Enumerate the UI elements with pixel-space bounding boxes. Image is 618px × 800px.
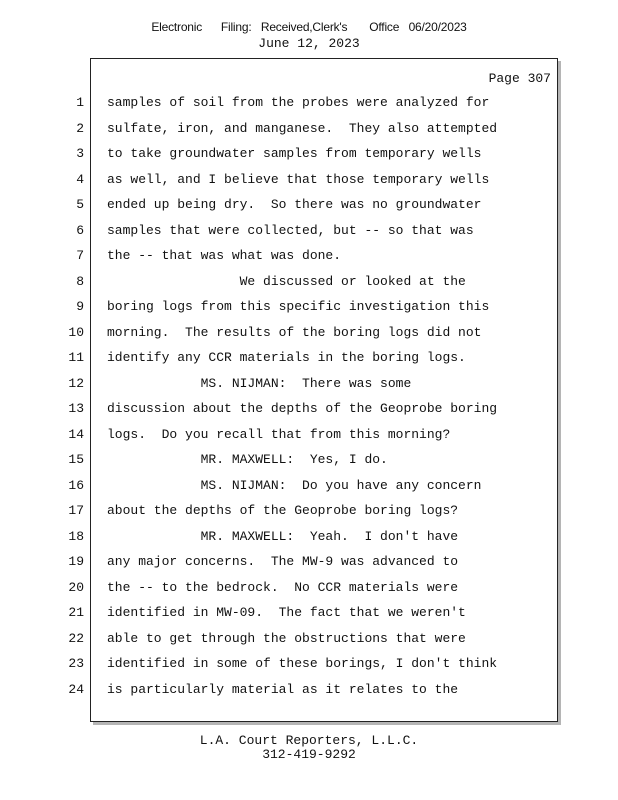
line-number: 14 bbox=[68, 427, 84, 442]
line-number: 24 bbox=[68, 682, 84, 697]
line-text: ended up being dry. So there was no groundwater bbox=[107, 197, 482, 212]
line-text: the -- to the bedrock. No CCR materials were bbox=[107, 580, 459, 595]
line-text: to take groundwater samples from temporary wells bbox=[107, 146, 482, 161]
line-text: about the depths of the Geoprobe boring logs? bbox=[107, 503, 459, 518]
line-number: 3 bbox=[76, 146, 84, 161]
line-text: identify any CCR materials in the boring logs. bbox=[107, 350, 466, 365]
line-text: samples that were collected, but -- so that was bbox=[107, 223, 474, 238]
line-number: 5 bbox=[76, 197, 84, 212]
line-text: any major concerns. The MW-9 was advanced to bbox=[107, 554, 459, 569]
page-number: Page 307 bbox=[488, 71, 551, 86]
line-number: 9 bbox=[76, 299, 84, 314]
line-number: 23 bbox=[68, 656, 84, 671]
line-number: 21 bbox=[68, 605, 84, 620]
line-text: identified in MW-09. The fact that we weren't bbox=[107, 605, 466, 620]
line-number: 22 bbox=[68, 631, 84, 646]
line-text: samples of soil from the probes were analyzed for bbox=[107, 95, 490, 110]
line-number: 13 bbox=[68, 401, 84, 416]
line-text: able to get through the obstructions that were bbox=[107, 631, 466, 646]
line-number: 20 bbox=[68, 580, 84, 595]
line-number: 18 bbox=[68, 529, 84, 544]
line-text: discussion about the depths of the Geoprobe boring bbox=[107, 401, 498, 416]
line-text: the -- that was what was done. bbox=[107, 248, 342, 263]
line-text: MR. MAXWELL: Yeah. I don't have bbox=[107, 529, 459, 544]
line-text: We discussed or looked at the bbox=[107, 274, 466, 289]
line-number: 11 bbox=[68, 350, 84, 365]
footer-company: L.A. Court Reporters, L.L.C. bbox=[199, 733, 419, 748]
line-number: 16 bbox=[68, 478, 84, 493]
line-number: 1 bbox=[76, 95, 84, 110]
line-number: 15 bbox=[68, 452, 84, 467]
filing-stamp: Electronic Filing: Received,Clerk's Office 06/20/2023 bbox=[151, 20, 467, 34]
line-text: morning. The results of the boring logs did not bbox=[107, 325, 482, 340]
line-text: is particularly material as it relates to the bbox=[107, 682, 459, 697]
line-number: 19 bbox=[68, 554, 84, 569]
line-text: MR. MAXWELL: Yes, I do. bbox=[107, 452, 388, 467]
line-text: as well, and I believe that those temporary wells bbox=[107, 172, 490, 187]
footer-phone: 312-419-9292 bbox=[262, 747, 356, 762]
line-number: 17 bbox=[68, 503, 84, 518]
line-text: sulfate, iron, and manganese. They also attempted bbox=[107, 121, 498, 136]
transcript-date: June 12, 2023 bbox=[258, 36, 360, 51]
line-number: 10 bbox=[68, 325, 84, 340]
line-number: 12 bbox=[68, 376, 84, 391]
line-text: logs. Do you recall that from this morning? bbox=[107, 427, 451, 442]
line-text: boring logs from this specific investigation this bbox=[107, 299, 490, 314]
line-number: 6 bbox=[76, 223, 84, 238]
line-text: MS. NIJMAN: Do you have any concern bbox=[107, 478, 482, 493]
line-number: 2 bbox=[76, 121, 84, 136]
line-number: 4 bbox=[76, 172, 84, 187]
line-text: MS. NIJMAN: There was some bbox=[107, 376, 412, 391]
line-number: 8 bbox=[76, 274, 84, 289]
line-text: identified in some of these borings, I don't think bbox=[107, 656, 498, 671]
line-number: 7 bbox=[76, 248, 84, 263]
